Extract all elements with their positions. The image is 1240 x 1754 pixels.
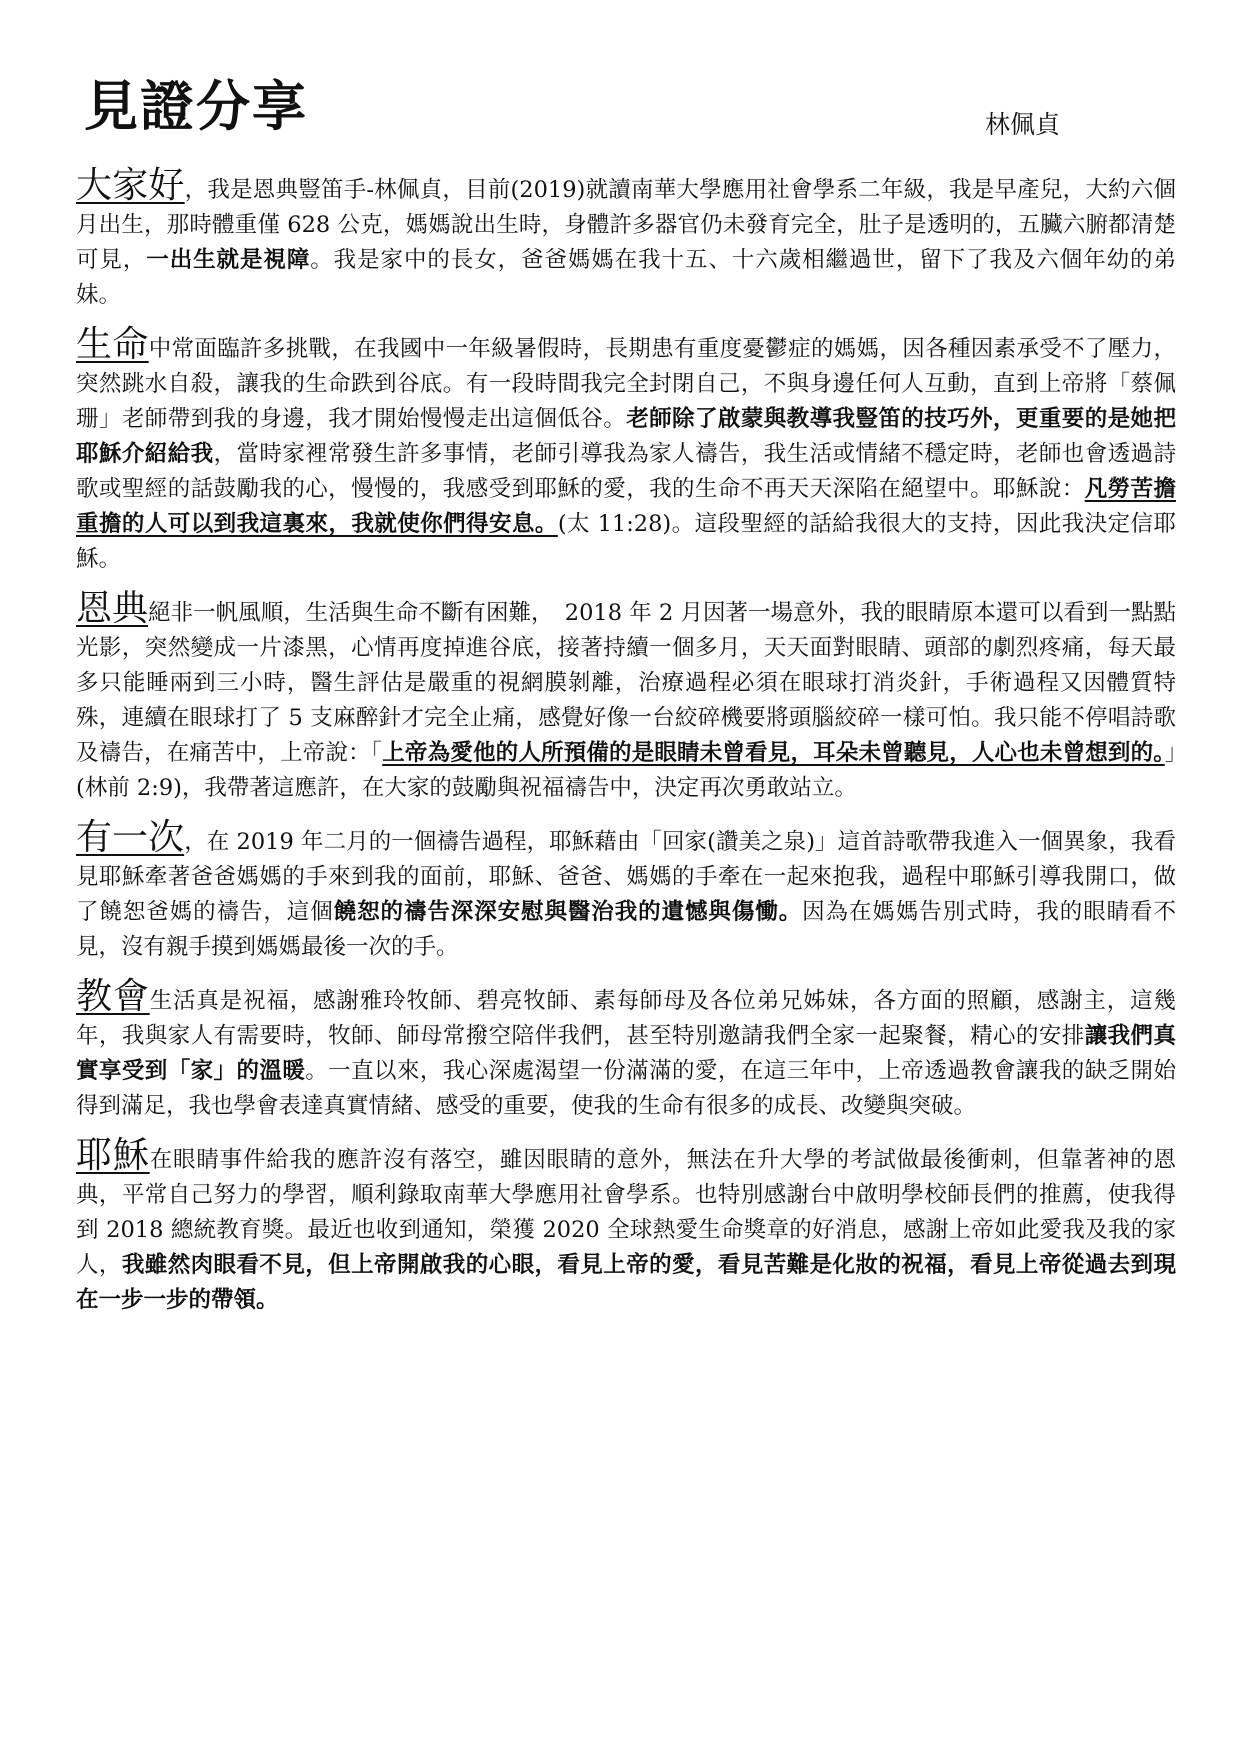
- paragraph-text: ，我是恩典豎笛手-林佩貞，目前(2019)就讀南華大學應用社會學系二年級，我是早產兒，大約六個月出生，那時體重僅 628 公克，媽媽說出生時，身體許多器官仍未發育完全，肚子是透明的，五臟六腑都清楚可見，: [76, 177, 1176, 273]
- paragraph-text: 生活真是祝福，感謝雅玲牧師、碧亮牧師、素每師母及各位弟兄姊妹，各方面的照顧，感謝主，這幾年，我與家人有需要時，牧師、師母常撥空陪伴我們，甚至特別邀請我們全家一起聚餐，精心的安排: [76, 988, 1176, 1049]
- paragraph-text: 。一直以來，我心深處渴望一份滿滿的愛，在這三年中，上帝透過教會讓我的缺乏開始得到滿足，我也學會表達真實情緒、感受的重要，使我的生命有很多的成長、改變與突破。: [76, 1058, 1176, 1119]
- paragraph-lead-word: 恩典: [76, 588, 149, 629]
- paragraph-text: ，當時家裡常發生許多事情，老師引導我為家人禱告，我生活或情緒不穩定時，老師也會透過詩歌或聖經的話鼓勵我的心，慢慢的，我感受到耶穌的愛，我的生命不再天天深陷在絕望中。耶穌說：: [76, 441, 1176, 502]
- paragraph-lead-word: 耶穌: [76, 1135, 150, 1176]
- emphasis-text: 上帝為愛他的人所預備的是眼睛未曾看見，耳朵未曾聽見，人心也未曾想到的。: [382, 740, 1165, 766]
- author-name: 林佩貞: [985, 110, 1061, 139]
- paragraph-text: 。我是家中的長女，爸爸媽媽在我十五、十六歲相繼過世，留下了我及六個年幼的弟妹。: [76, 247, 1176, 308]
- emphasis-text: 讓我們真實享受到「家」的溫暖: [76, 1023, 1176, 1084]
- paragraph: [76, 817, 1176, 965]
- paragraph-lead-word: 有一次: [76, 817, 185, 858]
- paragraph: [76, 976, 1176, 1124]
- paragraph: [76, 1135, 1176, 1318]
- paragraph-text: 在眼睛事件給我的應許沒有落空，雖因眼睛的意外，無法在升大學的考試做最後衝刺，但靠著神的恩典，平常自己努力的學習，順利錄取南華大學應用社會學系。也特別感謝台中啟明學校師長們的推薦，使我得到 2018 總統教育獎。最近也收到通知，榮獲 2020 全球熱愛生命獎章的好消息，感謝上帝如此愛我及我的家人，: [76, 1147, 1176, 1278]
- paragraph: [76, 165, 1176, 313]
- paragraph-lead-word: 生命: [76, 324, 149, 365]
- paragraph-text: ，在 2019 年二月的一個禱告過程，耶穌藉由「回家(讚美之泉)」這首詩歌帶我進入一個異象，我看見耶穌牽著爸爸媽媽的手來到我的面前，耶穌、爸爸、媽媽的手牽在一起來抱我，過程中耶穌引導我開口，做了饒恕爸媽的禱告，這個: [76, 829, 1176, 925]
- paragraph-text: 」(林前 2:9)，我帶著這應許，在大家的鼓勵與祝福禱告中，決定再次勇敢站立。: [76, 740, 1176, 801]
- paragraph-lead-word: 教會: [76, 976, 150, 1017]
- emphasis-text: 一出生就是視障: [146, 247, 311, 273]
- emphasis-text: 凡勞苦擔重擔的人可以到我這裏來，我就使你們得安息。: [76, 476, 1176, 537]
- paragraph-text: 因為在媽媽告別式時，我的眼睛看不見，沒有親手摸到媽媽最後一次的手。: [76, 899, 1176, 960]
- emphasis-text: 饒恕的禱告深深安慰與醫治我的遺憾與傷慟。: [333, 899, 803, 925]
- paragraph-text: 中常面臨許多挑戰，在我國中一年級暑假時，長期患有重度憂鬱症的媽媽，因各種因素承受不了壓力，突然跳水自殺，讓我的生命跌到谷底。有一段時間我完全封閉自己，不與身邊任何人互動，直到上帝將「蔡佩珊」老師帶到我的身邊，我才開始慢慢走出這個低谷。: [76, 336, 1176, 432]
- emphasis-text: 老師除了啟蒙與教導我豎笛的技巧外，更重要的是她把耶穌介紹給我: [76, 406, 1176, 467]
- paragraph-text: 絕非一帆風順，生活與生命不斷有困難， 2018 年 2 月因著一場意外，我的眼睛原本還可以看到一點點光影，突然變成一片漆黑，心情再度掉進谷底，接著持續一個多月，天天面對眼睛、頭部的劇烈疼痛，每天最多只能睡兩到三小時，醫生評估是嚴重的視網膜剝離，治療過程必須在眼球打消炎針，手術過程又因體質特殊，連續在眼球打了 5 支麻醉針才完全止痛，感覺好像一台絞碎機要將頭腦絞碎一樣可怕。我只能不停唱詩歌及禱告，在痛苦中，上帝說：「: [76, 600, 1176, 766]
- paragraph: [76, 324, 1176, 577]
- emphasis-text: 我雖然肉眼看不見，但上帝開啟我的心眼，看見上帝的愛，看見苦難是化妝的祝福，看見上帝從過去到現在一步一步的帶領。: [76, 1252, 1176, 1313]
- page-title: 見證分享: [84, 75, 308, 138]
- paragraph-text: (太 11:28)。這段聖經的話給我很大的支持，因此我決定信耶穌。: [76, 511, 1176, 572]
- paragraph-lead-word: 大家好: [76, 165, 185, 206]
- document-body: [76, 165, 1176, 1332]
- paragraph: [76, 588, 1176, 806]
